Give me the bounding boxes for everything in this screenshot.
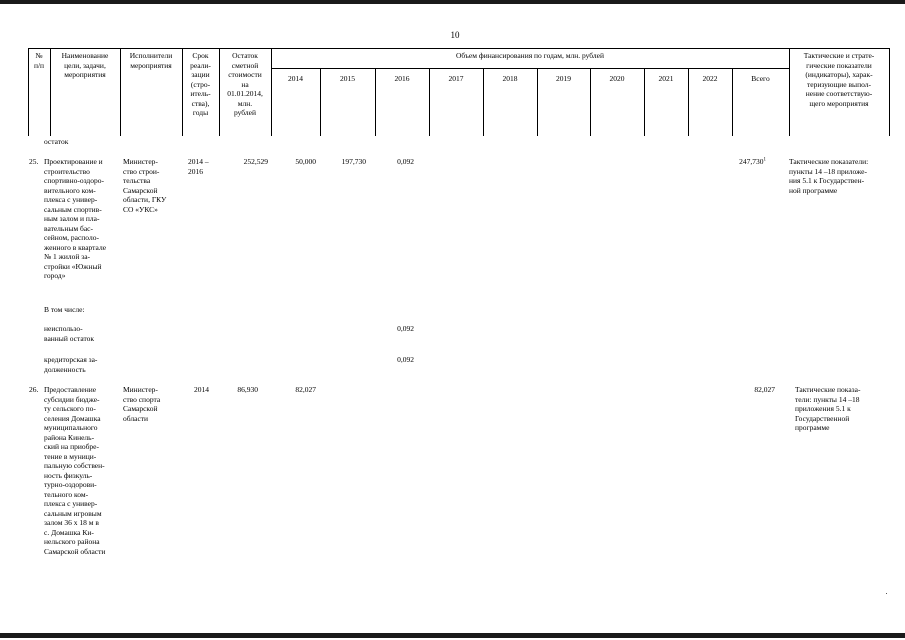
- row-25-total: [720, 157, 766, 167]
- header-years-rule: [271, 68, 789, 69]
- row-26-2014: 82,027: [295, 385, 316, 394]
- row-25-executor: Министер- ство строи- тельства Самарской области, ГКУ СО «УКС»: [123, 157, 167, 214]
- header-term: Срок реали- зации (стро- итель- ства), годы: [190, 51, 211, 117]
- row-26-remainder: 86,930: [237, 385, 258, 394]
- unused-remainder-2016: 0,092: [397, 324, 414, 333]
- row-25-2014: 50,000: [295, 157, 316, 166]
- carry-over-text: остаток: [44, 137, 69, 146]
- top-scan-border: [0, 0, 905, 4]
- row-25-term: 2014 – 2016: [188, 157, 209, 176]
- header-year-2015: 2015: [340, 74, 355, 83]
- row-26-executor: Министер- ство спорта Самарской области: [123, 385, 161, 423]
- header-indicators: Тактические и страте- гические показатели (индикаторы), харак- теризующие выпол- нение соответствую- щего мероприятия: [803, 51, 875, 108]
- row-25-remainder: 252,529: [243, 157, 268, 166]
- header-name: Наименование цели, задачи, мероприятия: [61, 51, 109, 79]
- row-25-indicators: Тактические показатели: пункты 14 –18 приложе- ния 5.1 к Государствен- ной программе: [789, 157, 869, 195]
- header-num: № п/п: [33, 51, 45, 70]
- header-year-2022: 2022: [702, 74, 718, 83]
- row-26-indicators: Тактические показа- тели: пункты 14 –18 приложения 5.1 к Государственной программе: [795, 385, 861, 432]
- accounts-payable-label: кредиторская за- долженность: [44, 355, 98, 374]
- accounts-payable-2016: 0,092: [397, 355, 414, 364]
- header-divider: [889, 48, 890, 136]
- row-25-total-footnote: 1: [763, 157, 766, 163]
- unused-remainder-label: неиспользо- ванный остаток: [44, 324, 95, 343]
- row-26-name: Предоставление субсидии бюдже- ту сельского по- селения Домашка муниципального района Кинель- ский на приобре- тение в муници- пальную собствен- ность физкуль- турно-оздорови- тельного ком- плекса с универ- сальным игровым залом 36 x 18 м в с. Домашка Ки- нельского района Самарской области: [44, 385, 106, 556]
- header-year-2016: 2016: [394, 74, 410, 83]
- row-25-number: 25.: [29, 157, 39, 166]
- header-total: Всего: [751, 74, 770, 83]
- header-year-2019: 2019: [556, 74, 571, 83]
- header-year-2020: 2020: [609, 74, 625, 83]
- header-remainder: Остаток сметной стоимости на 01.01.2014, млн. рублей: [227, 51, 263, 117]
- header-year-2014: 2014: [288, 74, 303, 83]
- row-26-number: 26.: [29, 385, 39, 394]
- header-year-2018: 2018: [502, 74, 518, 83]
- page-number: 10: [450, 30, 460, 40]
- header-divider: [271, 48, 272, 136]
- header-top-rule: [28, 48, 890, 49]
- header-year-2017: 2017: [448, 74, 464, 83]
- header-financing: Объем финансирования по годам, млн. рублей: [455, 51, 605, 60]
- row-26-term: 2014: [194, 385, 209, 394]
- bottom-scan-border: [0, 633, 905, 638]
- including-label: В том числе:: [44, 305, 85, 314]
- header-executors: Исполнители мероприятия: [129, 51, 173, 70]
- row-25-2015: 197,730: [341, 157, 366, 166]
- row-25-total-value: 247,730: [739, 157, 764, 166]
- scan-speck: [886, 593, 887, 594]
- table-header: [28, 48, 890, 136]
- header-year-2021: 2021: [658, 74, 674, 83]
- row-26-total: 82,027: [754, 385, 775, 394]
- row-25-name: Проектирование и строительство спортивно-оздоро- вительного ком- плекса с универ- сальным спортив- ным залом и пла- вательным бас- сейном, располо- женного в квартале № 1 жилой за- стройки «Южный город»: [44, 157, 107, 280]
- row-25-2016: 0,092: [397, 157, 414, 166]
